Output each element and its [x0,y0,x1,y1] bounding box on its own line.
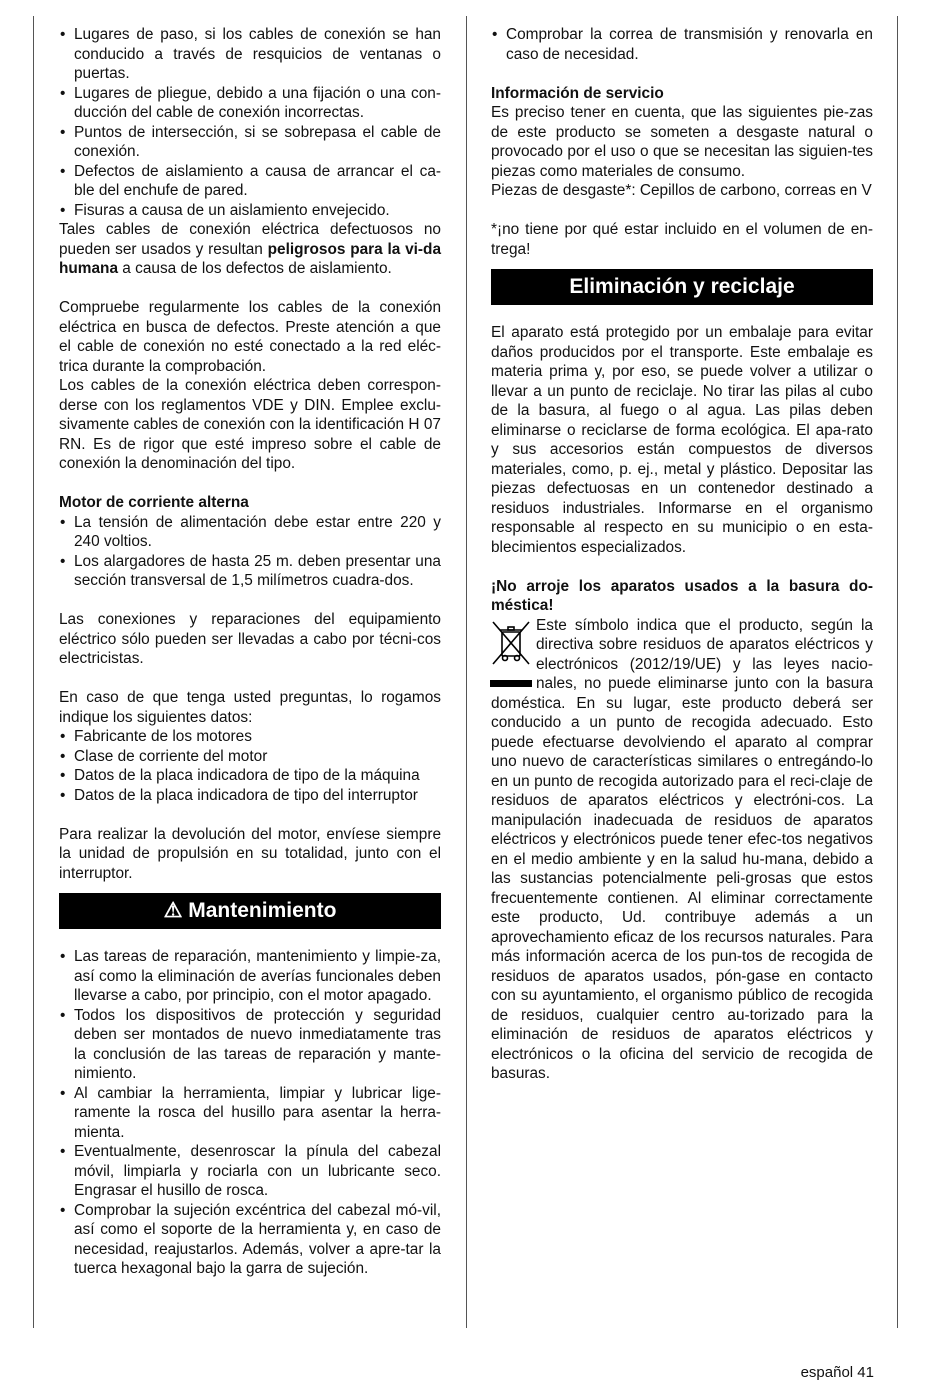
required-data-list [59,727,441,805]
danger-paragraph: Tales cables de conexión eléctrica defectuosos no pueden ser usados y resultan peligrosos para la vi-da humana a causa de los defectos de aislamiento. [59,221,441,277]
left-column [59,25,441,1279]
service-heading: Información de servicio [491,84,664,102]
page-number: español 41 [800,1364,874,1381]
weee-heading: ¡No arroje los aparatos usados a la basura do-méstica! [491,577,873,614]
list-item: • Lugares de paso, si los cables de conexión se han conducido a través de resquicios de ventanas o puertas. [59,25,441,84]
motor-heading: Motor de corriente alterna [59,494,249,511]
maintenance-list [59,947,441,1279]
inspection-paragraph: Compruebe regularmente los cables de la conexión eléctrica en busca de defectos. Preste atención a que el cable de conexión no esté conectado a la red eléc-trica durante la comprobación. [59,299,441,375]
maintenance-heading: ⚠ Mantenimiento [59,893,441,929]
right-margin-rule [897,16,898,1328]
defect-locations-list [59,25,441,220]
list-item: • Comprobar la sujeción excéntrica del cabezal mó-vil, así como el soporte de la herramienta y, en caso de necesidad, reajustarlos. Además, volver a apre-tar la tuerca hexagonal bajo la garra de sujeción. [59,1201,441,1279]
disposal-paragraph: El aparato está protegido por un embalaje para evitar daños producidos por el transporte. Este embalaje es materia prima y, por eso, se puede volver a utilizar o llevar a un punto de reciclaje. No tirar las pilas al cubo de la basura, al fuego o al agua. Las pilas deben eliminarse o reciclarse de forma ecológica. El apa-rato y sus accesorios están compuestos de diversos materiales, como, p. ej., metal y plástico. Depositar las piezas defectuosas en un contenedor destinado a residuos industriales. Informarse en el organismo responsable al respecto en su municipio o en esta-blecimientos especializados. [491,324,873,556]
wear-parts-paragraph: Piezas de desgaste*: Cepillos de carbono, correas en V [491,182,872,199]
return-paragraph: Para realizar la devolución del motor, envíese siempre la unidad de propulsión en su totalidad, junto con el interruptor. [59,825,441,882]
regulations-paragraph: Los cables de la conexión eléctrica deben correspon-derse con los reglamentos VDE y DIN. Emplee exclu-sivamente cables de conexión con la identificación H 07 RN. Es de rigor que esté impreso sobre el cable de conexión la denominación del tipo. [59,377,441,472]
service-paragraph: Es preciso tener en cuenta, que las siguientes pie-zas de este producto se someten a desgaste natural o provocado por el uso o que se necesitan las siguien-tes piezas como materiales de consumo. [491,104,873,180]
motor-list [59,513,441,591]
list-item: • Fabricante de los motores [59,727,441,747]
belt-list [491,25,873,64]
danger-emphasis: peligrosos para la vi-da humana [59,240,441,277]
list-item: • Eventualmente, desenroscar la pínula del cabezal móvil, limpiarla y rociarla con un lubricante seco. Engrasar el husillo de rosca. [59,1142,441,1201]
list-item: • Puntos de intersección, si se sobrepasa el cable de conexión. [59,123,441,162]
list-item: • Fisuras a causa de un aislamiento envejecido. [59,201,441,221]
list-item: • Las tareas de reparación, mantenimiento y limpie-za, así como la eliminación de averías funcionales deben llevarse a cabo, por principio, con el motor apagado. [59,947,441,1006]
list-item: • Al cambiar la herramienta, limpiar y lubricar lige-ramente la rosca del husillo para asentar la herra-mienta. [59,1084,441,1143]
list-item: • Datos de la placa indicadora de tipo de la máquina [59,766,441,786]
list-item: • Datos de la placa indicadora de tipo del interruptor [59,786,441,806]
left-margin-rule [33,16,34,1328]
electrician-paragraph: Las conexiones y reparaciones del equipamiento eléctrico sólo pueden ser llevadas a cabo por técni-cos electricistas. [59,611,441,667]
scope-note: *¡no tiene por qué estar incluido en el volumen de en-trega! [491,221,873,258]
list-item: • Clase de corriente del motor [59,747,441,767]
list-item: • Defectos de aislamiento a causa de arrancar el ca-ble del enchufe de pared. [59,162,441,201]
list-item: • Todos los dispositivos de protección y seguridad deben ser montados de nuevo inmediatamente tras la conclusión de las tareas de reparación y mante-nimiento. [59,1006,441,1084]
weee-paragraph: Este símbolo indica que el producto, según la directiva sobre residuos de aparatos eléctricos y electrónicos (2012/19/UE) y las leyes nacio-nales, no puede eliminarse junto con la basura doméstica. En su lugar, este producto deberá ser conducido a un punto de recogida adecuado. Esto puede efectuarse devolviendo el aparato al comprar uno nuevo de características similares o entregándo-lo en un punto de recogida autorizado para el reci-claje de residuos de aparatos eléctricos y electróni-cos. La manipulación inadecuada de residuos de aparatos eléctricos y electrónicos puede tener efec-tos negativos en el medio ambiente y en la salud hu-mana, debido a las sustancias potencialmente peli-grosas que estos frecuentemente contienen. Al eliminar correctamente este producto, Ud. contribuye además a un aprovechamiento eficaz de los recursos naturales. Para más información acerca de los pun-tos de recogida de residuos de aparatos usados, pón-gase en contacto con su ayuntamiento, el organismo público de recogida de residuos, cualquier centro au-torizado para la eliminación de residuos de aparatos eléctricos y electrónicos o la oficina del servicio de recogida de basuras. [491,616,873,1082]
list-item: • Los alargadores de hasta 25 m. deben presentar una sección transversal de 1,5 milímetros cuadra-dos. [59,552,441,591]
list-item: • La tensión de alimentación debe estar entre 220 y 240 voltios. [59,513,441,552]
disposal-heading: Eliminación y reciclaje [491,269,873,305]
list-item: • Comprobar la correa de transmisión y renovarla en caso de necesidad. [491,25,873,64]
right-column [491,25,873,1084]
crossed-bin-icon [490,618,532,690]
list-item: • Lugares de pliegue, debido a una fijación o una con-ducción del cable de conexión incorrectas. [59,84,441,123]
questions-paragraph: En caso de que tenga usted preguntas, lo rogamos indique los siguientes datos: [59,689,441,726]
column-divider [466,16,467,1328]
